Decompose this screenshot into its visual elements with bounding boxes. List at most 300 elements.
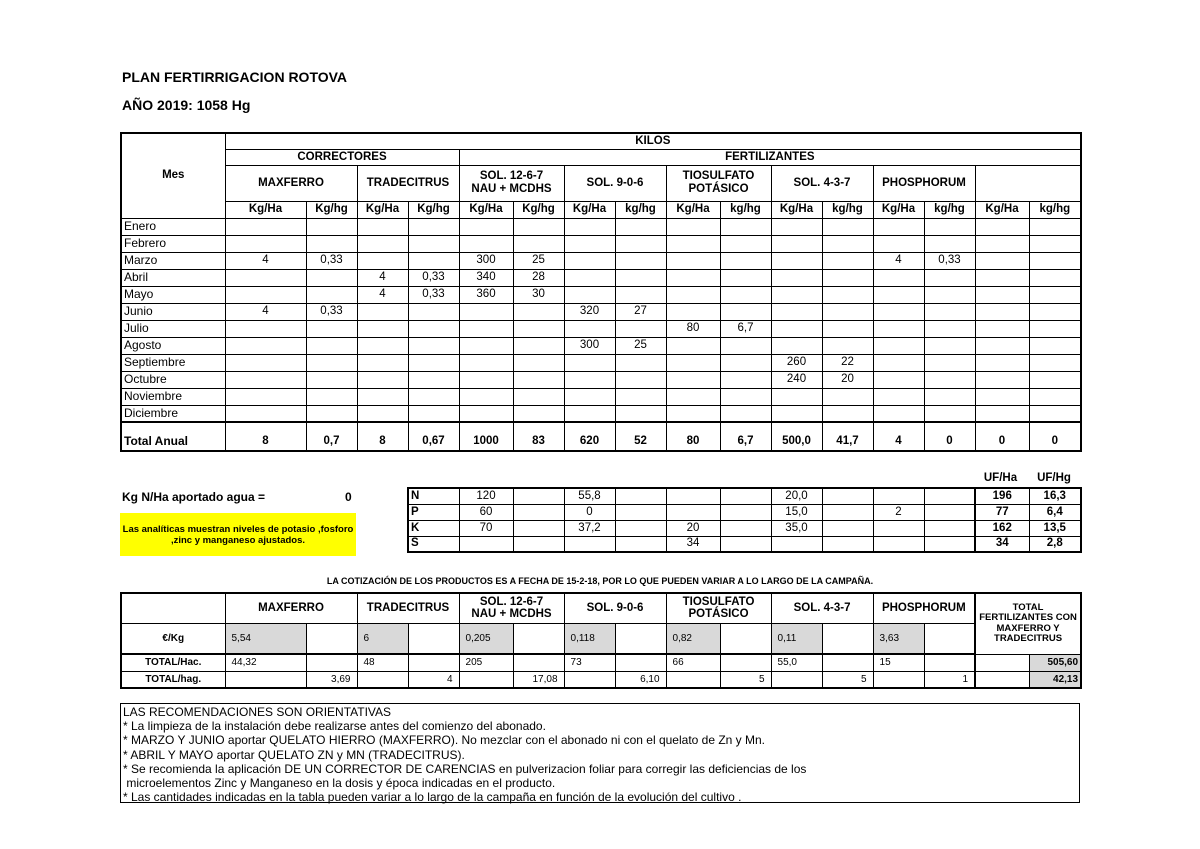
value-cell <box>357 388 408 405</box>
uf-hg-value: 2,8 <box>1029 536 1081 552</box>
total-label: Total Anual <box>121 422 225 451</box>
value-cell <box>564 269 615 286</box>
price-total-header: TOTAL FERTILIZANTES CON MAXFERRO Y TRADECITRUS <box>975 593 1081 654</box>
value-cell <box>975 269 1029 286</box>
total-cell: 0,7 <box>306 422 357 451</box>
value-cell <box>357 218 408 235</box>
uf-hg-label: UF/Hg <box>1037 472 1071 484</box>
value-cell <box>513 405 564 422</box>
value-cell <box>306 320 357 337</box>
uf-hg-value: 13,5 <box>1029 520 1081 536</box>
eur-spacer <box>720 623 771 654</box>
value-cell <box>459 405 513 422</box>
product-header: PHOSPHORUM <box>873 165 975 201</box>
month-label: Diciembre <box>121 405 225 422</box>
value-cell <box>408 405 459 422</box>
recommendation-line: * MARZO Y JUNIO aportar QUELATO HIERRO (MAXFERRO). No mezclar con el abonado ni con el quelato de Zn y Mn. <box>123 733 766 748</box>
value-cell <box>822 269 873 286</box>
nutrient-value <box>720 488 771 504</box>
hag-value: 6,10 <box>615 671 666 688</box>
value-cell <box>720 371 771 388</box>
value-cell <box>408 388 459 405</box>
recommendation-line: * La limpieza de la instalación debe realizarse antes del comienzo del abonado. <box>123 719 546 734</box>
uf-ha-label: UF/Ha <box>983 472 1018 484</box>
value-cell <box>720 337 771 354</box>
nutrient-value <box>513 536 564 552</box>
value-cell <box>771 269 822 286</box>
value-cell <box>666 354 720 371</box>
hac-value: 55,0 <box>771 654 822 671</box>
unit-header: Kg/Ha <box>357 201 408 218</box>
nutrient-value <box>720 520 771 536</box>
nutrient-value: 120 <box>459 488 513 504</box>
unit-header: Kg/Ha <box>975 201 1029 218</box>
month-row <box>121 320 1081 337</box>
value-cell <box>666 371 720 388</box>
nutrient-value <box>924 536 975 552</box>
nutrient-value <box>666 504 720 520</box>
value-cell <box>225 388 306 405</box>
value-cell <box>873 337 924 354</box>
eur-value: 6 <box>357 623 408 654</box>
month-row <box>121 218 1081 235</box>
value-cell <box>615 354 666 371</box>
value-cell <box>822 252 873 269</box>
value-cell <box>564 218 615 235</box>
product-header-row <box>121 165 1081 201</box>
product-header: TRADECITRUS <box>357 165 459 201</box>
hac-value: 15 <box>873 654 924 671</box>
value-cell: 300 <box>564 337 615 354</box>
nutrient-value: 20 <box>666 520 720 536</box>
value-cell <box>924 235 975 252</box>
value-cell <box>975 252 1029 269</box>
eur-spacer <box>306 623 357 654</box>
unit-header: Kg/hg <box>513 201 564 218</box>
value-cell <box>357 337 408 354</box>
month-label: Marzo <box>121 252 225 269</box>
hac-value: 44,32 <box>225 654 306 671</box>
nutrient-value <box>873 536 924 552</box>
hac-spacer <box>513 654 564 671</box>
value-cell <box>975 371 1029 388</box>
prices-table <box>120 592 1082 689</box>
unit-header: kg/hg <box>1029 201 1081 218</box>
value-cell <box>1029 218 1081 235</box>
uf-ha-value: 77 <box>975 504 1029 520</box>
value-cell <box>225 337 306 354</box>
total-cell: 8 <box>225 422 306 451</box>
eur-value: 0,82 <box>666 623 720 654</box>
value-cell <box>720 252 771 269</box>
hag-spacer <box>873 671 924 688</box>
value-cell <box>666 235 720 252</box>
value-cell <box>306 337 357 354</box>
agua-value: 0 <box>345 490 352 504</box>
total-cell: 4 <box>873 422 924 451</box>
value-cell <box>615 405 666 422</box>
value-cell <box>306 371 357 388</box>
price-product-header: MAXFERRO <box>225 593 357 623</box>
eur-spacer <box>615 623 666 654</box>
kilos-header-row <box>121 133 1081 149</box>
value-cell: 4 <box>225 303 306 320</box>
price-product-header: TIOSULFATO POTÁSICO <box>666 593 771 623</box>
nutrient-value <box>513 504 564 520</box>
nutrient-row <box>408 520 1081 536</box>
value-cell <box>873 320 924 337</box>
unit-header: Kg/Ha <box>564 201 615 218</box>
value-cell <box>564 235 615 252</box>
value-cell <box>771 388 822 405</box>
value-cell: 27 <box>615 303 666 320</box>
hag-value: 1 <box>924 671 975 688</box>
total-row <box>121 422 1081 451</box>
value-cell <box>771 320 822 337</box>
value-cell <box>975 303 1029 320</box>
nutrient-value: 60 <box>459 504 513 520</box>
total-cell: 8 <box>357 422 408 451</box>
month-label: Noviembre <box>121 388 225 405</box>
nutrient-value <box>873 488 924 504</box>
value-cell <box>1029 405 1081 422</box>
value-cell <box>666 286 720 303</box>
value-cell <box>225 354 306 371</box>
value-cell <box>666 337 720 354</box>
product-header: TIOSULFATO POTÁSICO <box>666 165 771 201</box>
value-cell <box>1029 286 1081 303</box>
recommendations-title: LAS RECOMENDACIONES SON ORIENTATIVAS <box>123 705 392 719</box>
value-cell <box>720 269 771 286</box>
nutrient-value <box>615 488 666 504</box>
price-product-header: TRADECITRUS <box>357 593 459 623</box>
value-cell <box>975 320 1029 337</box>
total-cell: 52 <box>615 422 666 451</box>
uf-ha-value: 162 <box>975 520 1029 536</box>
value-cell <box>357 252 408 269</box>
nutrient-value <box>720 504 771 520</box>
value-cell <box>357 371 408 388</box>
nutrient-value <box>924 488 975 504</box>
product-header <box>975 165 1081 201</box>
value-cell <box>408 320 459 337</box>
value-cell <box>873 269 924 286</box>
hag-spacer <box>225 671 306 688</box>
value-cell <box>615 388 666 405</box>
value-cell <box>771 286 822 303</box>
fertilizantes-header: FERTILIZANTES <box>459 149 1081 165</box>
value-cell <box>408 371 459 388</box>
value-cell <box>408 252 459 269</box>
value-cell <box>1029 269 1081 286</box>
month-row <box>121 303 1081 320</box>
total-cell: 1000 <box>459 422 513 451</box>
unit-header: Kg/hg <box>306 201 357 218</box>
value-cell <box>459 320 513 337</box>
value-cell: 0,33 <box>408 286 459 303</box>
nutrient-value <box>459 536 513 552</box>
nutrient-value <box>822 504 873 520</box>
value-cell <box>306 354 357 371</box>
hag-spacer <box>357 671 408 688</box>
value-cell <box>975 337 1029 354</box>
nutrient-value: 35,0 <box>771 520 822 536</box>
value-cell <box>225 371 306 388</box>
product-header: SOL. 4-3-7 <box>771 165 873 201</box>
value-cell: 320 <box>564 303 615 320</box>
value-cell <box>822 337 873 354</box>
eur-value: 3,63 <box>873 623 924 654</box>
value-cell <box>720 218 771 235</box>
total-cell: 500,0 <box>771 422 822 451</box>
value-cell <box>306 218 357 235</box>
value-cell: 4 <box>873 252 924 269</box>
value-cell <box>666 252 720 269</box>
value-cell <box>357 303 408 320</box>
hac-value: 205 <box>459 654 513 671</box>
hac-spacer <box>615 654 666 671</box>
month-row <box>121 235 1081 252</box>
nutrient-value: 15,0 <box>771 504 822 520</box>
month-row <box>121 286 1081 303</box>
value-cell <box>924 354 975 371</box>
month-row <box>121 371 1081 388</box>
value-cell: 28 <box>513 269 564 286</box>
value-cell <box>975 354 1029 371</box>
value-cell: 30 <box>513 286 564 303</box>
value-cell <box>720 354 771 371</box>
value-cell <box>513 354 564 371</box>
value-cell <box>513 337 564 354</box>
value-cell <box>459 371 513 388</box>
value-cell <box>720 235 771 252</box>
hac-spacer <box>306 654 357 671</box>
prices-note: LA COTIZACIÓN DE LOS PRODUCTOS ES A FECHA DE 15-2-18, POR LO QUE PUEDEN VARIAR A LO LARGO DE LA CAMPAÑA. <box>326 576 874 586</box>
value-cell <box>873 371 924 388</box>
value-cell: 22 <box>822 354 873 371</box>
month-label: Abril <box>121 269 225 286</box>
value-cell: 25 <box>615 337 666 354</box>
price-header-row <box>121 593 1081 623</box>
value-cell <box>357 320 408 337</box>
nutrient-value: 0 <box>564 504 615 520</box>
total-cell: 0 <box>975 422 1029 451</box>
total-cell: 6,7 <box>720 422 771 451</box>
value-cell <box>873 218 924 235</box>
value-cell <box>1029 235 1081 252</box>
value-cell <box>720 388 771 405</box>
recommendation-line: * ABRIL Y MAYO aportar QUELATO ZN y MN (TRADECITRUS). <box>123 747 465 762</box>
price-product-header: SOL. 9-0-6 <box>564 593 666 623</box>
value-cell <box>924 269 975 286</box>
analytics-note: Las analíticas muestran niveles de potasio ,fosforo ,zinc y manganeso ajustados. <box>120 513 356 556</box>
value-cell <box>357 405 408 422</box>
value-cell <box>306 286 357 303</box>
hac-value: 73 <box>564 654 615 671</box>
month-row <box>121 405 1081 422</box>
value-cell: 0,33 <box>306 252 357 269</box>
month-label: Agosto <box>121 337 225 354</box>
value-cell <box>459 337 513 354</box>
nutrient-value: 70 <box>459 520 513 536</box>
value-cell <box>408 303 459 320</box>
value-cell <box>564 286 615 303</box>
recommendation-line: * Las cantidades indicadas en la tabla pueden variar a lo largo de la campaña en función de la evolución del cultivo . <box>123 790 742 805</box>
value-cell <box>513 218 564 235</box>
value-cell <box>564 371 615 388</box>
nutrient-value: 2 <box>873 504 924 520</box>
nutrient-row <box>408 504 1081 520</box>
value-cell <box>720 303 771 320</box>
month-row <box>121 269 1081 286</box>
nutrient-value: 20,0 <box>771 488 822 504</box>
value-cell <box>873 354 924 371</box>
value-cell <box>459 354 513 371</box>
recommendation-line: microelementos Zinc y Manganeso en la dosis y época indicadas en el producto. <box>123 776 556 791</box>
value-cell <box>771 218 822 235</box>
page-subtitle: AÑO 2019: 1058 Hg <box>122 97 251 113</box>
value-cell <box>306 269 357 286</box>
value-cell <box>873 405 924 422</box>
value-cell <box>924 405 975 422</box>
uf-hg-value: 16,3 <box>1029 488 1081 504</box>
month-label: Febrero <box>121 235 225 252</box>
nutrient-label: N <box>408 488 459 504</box>
nutrient-value: 37,2 <box>564 520 615 536</box>
month-label: Septiembre <box>121 354 225 371</box>
value-cell <box>666 405 720 422</box>
eur-value: 5,54 <box>225 623 306 654</box>
total-cell: 620 <box>564 422 615 451</box>
uf-ha-value: 34 <box>975 536 1029 552</box>
month-row <box>121 252 1081 269</box>
nutrient-label: K <box>408 520 459 536</box>
value-cell <box>408 218 459 235</box>
value-cell <box>720 405 771 422</box>
value-cell <box>924 371 975 388</box>
value-cell <box>924 320 975 337</box>
nutrient-value <box>513 488 564 504</box>
eur-spacer <box>513 623 564 654</box>
value-cell <box>1029 252 1081 269</box>
value-cell <box>822 235 873 252</box>
nutrient-value <box>615 536 666 552</box>
hac-spacer <box>408 654 459 671</box>
value-cell <box>771 235 822 252</box>
value-cell <box>924 303 975 320</box>
price-product-header: SOL. 12-6-7 NAU + MCDHS <box>459 593 564 623</box>
hac-spacer <box>720 654 771 671</box>
value-cell: 240 <box>771 371 822 388</box>
kilos-header: KILOS <box>225 133 1081 149</box>
value-cell <box>822 218 873 235</box>
page-title: PLAN FERTIRRIGACION ROTOVA <box>122 69 348 85</box>
main-table <box>120 132 1082 452</box>
unit-header: Kg/Ha <box>225 201 306 218</box>
nutrient-value <box>822 536 873 552</box>
agua-label: Kg N/Ha aportado agua = <box>122 490 266 504</box>
price-hac-row <box>121 654 1081 671</box>
value-cell: 4 <box>357 286 408 303</box>
month-label: Octubre <box>121 371 225 388</box>
hac-value: 48 <box>357 654 408 671</box>
nutrient-value <box>666 488 720 504</box>
nutrient-value <box>924 504 975 520</box>
value-cell <box>459 388 513 405</box>
value-cell <box>459 303 513 320</box>
value-cell: 4 <box>225 252 306 269</box>
nutrient-label: S <box>408 536 459 552</box>
value-cell <box>1029 388 1081 405</box>
nutrient-value <box>615 520 666 536</box>
unit-header: kg/hg <box>720 201 771 218</box>
eur-value: 0,118 <box>564 623 615 654</box>
value-cell <box>459 218 513 235</box>
group-header-row <box>121 149 1081 165</box>
value-cell: 80 <box>666 320 720 337</box>
value-cell <box>615 269 666 286</box>
nutrient-value <box>822 488 873 504</box>
value-cell <box>225 286 306 303</box>
value-cell <box>615 286 666 303</box>
month-label: Junio <box>121 303 225 320</box>
total-cell: 0 <box>1029 422 1081 451</box>
unit-header: kg/hg <box>822 201 873 218</box>
month-label: Julio <box>121 320 225 337</box>
value-cell <box>513 320 564 337</box>
value-cell <box>513 388 564 405</box>
product-header: MAXFERRO <box>225 165 357 201</box>
nutrient-label: P <box>408 504 459 520</box>
month-label: Enero <box>121 218 225 235</box>
value-cell <box>975 388 1029 405</box>
value-cell <box>459 235 513 252</box>
value-cell: 0,33 <box>306 303 357 320</box>
price-product-header: SOL. 4-3-7 <box>771 593 873 623</box>
value-cell <box>924 388 975 405</box>
value-cell <box>615 252 666 269</box>
value-cell <box>615 320 666 337</box>
value-cell <box>225 320 306 337</box>
price-corner <box>121 593 225 623</box>
value-cell <box>822 388 873 405</box>
value-cell: 6,7 <box>720 320 771 337</box>
value-cell <box>564 354 615 371</box>
value-cell <box>1029 354 1081 371</box>
total-cell: 0 <box>924 422 975 451</box>
value-cell <box>225 218 306 235</box>
value-cell <box>924 337 975 354</box>
value-cell <box>306 235 357 252</box>
value-cell <box>513 303 564 320</box>
value-cell <box>975 235 1029 252</box>
nutrient-value: 34 <box>666 536 720 552</box>
hag-label: TOTAL/hag. <box>121 671 225 688</box>
unit-header: Kg/Ha <box>873 201 924 218</box>
nutrient-value <box>720 536 771 552</box>
total-cell: 0,67 <box>408 422 459 451</box>
mes-header: Mes <box>121 133 225 218</box>
hac-label: TOTAL/Hac. <box>121 654 225 671</box>
value-cell <box>873 303 924 320</box>
value-cell <box>822 303 873 320</box>
value-cell <box>564 405 615 422</box>
value-cell <box>975 405 1029 422</box>
value-cell <box>666 218 720 235</box>
total-cell: 80 <box>666 422 720 451</box>
eur-value: 0,205 <box>459 623 513 654</box>
unit-header: Kg/Ha <box>666 201 720 218</box>
